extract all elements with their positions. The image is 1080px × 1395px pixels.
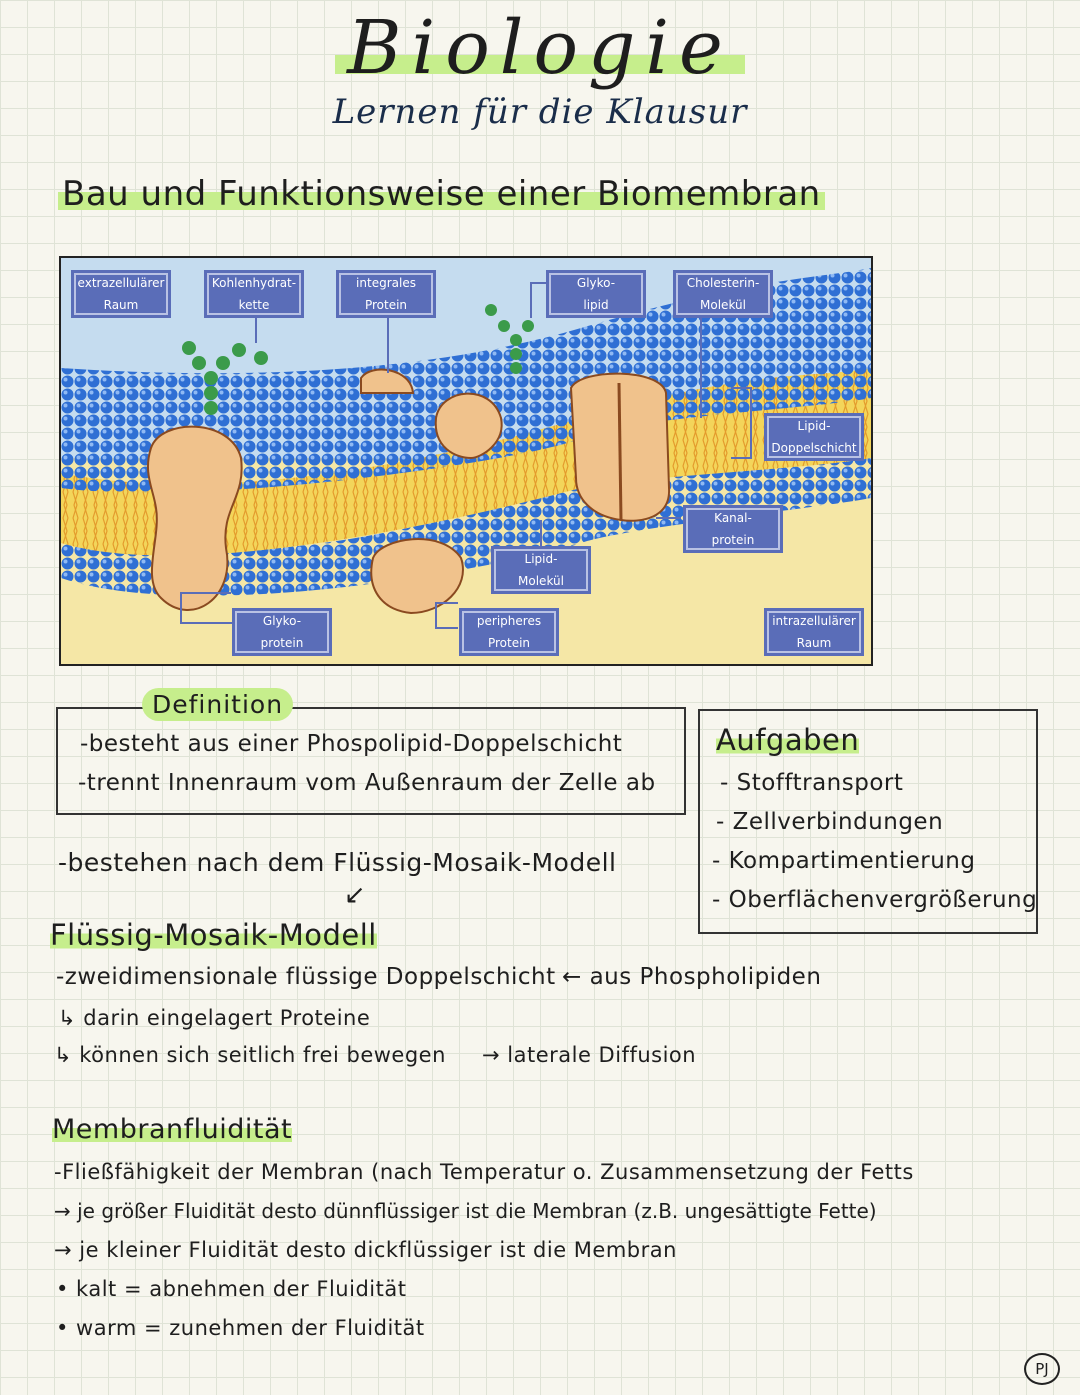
task-item-3: - Kompartimentierung — [712, 848, 976, 874]
model-title: Flüssig-Mosaik-Modell — [50, 918, 377, 952]
peripheral-protein-top — [436, 394, 502, 458]
label-carbohydrate-chain: Kohlenhydrat- kette — [204, 270, 304, 318]
model-intro: -bestehen nach dem Flüssig-Mosaik-Modell — [58, 848, 617, 877]
definition-box — [56, 707, 686, 815]
definition-line-2: -trennt Innenraum vom Außenraum der Zelle ab — [78, 770, 656, 796]
model-arrow: ↙ — [344, 880, 367, 910]
model-line-1: -zweidimensionale flüssige Doppelschicht — [56, 964, 556, 990]
label-channel-protein: Kanal- protein — [683, 505, 783, 553]
definition-line-1: -besteht aus einer Phospolipid-Doppelschicht — [80, 731, 623, 757]
task-item-1: - Stofftransport — [720, 770, 904, 796]
label-lipid-bilayer: Lipid- Doppelschicht — [764, 413, 864, 461]
fluidity-title: Membranfluidität — [52, 1114, 293, 1145]
definition-label: Definition — [142, 688, 293, 721]
model-line-3: ↳ können sich seitlich frei bewegen — [54, 1043, 446, 1067]
label-peripheral-protein: peripheres Protein — [459, 608, 559, 656]
biomembrane-diagram — [59, 256, 873, 666]
fluidity-line-5: • warm = zunehmen der Fluidität — [56, 1316, 425, 1340]
label-glycolipid: Glyko- lipid — [546, 270, 646, 318]
fluidity-line-3: → je kleiner Fluidität desto dickflüssiger ist die Membran — [54, 1238, 677, 1262]
page-subtitle: Lernen für die Klausur — [332, 92, 748, 132]
model-line-2: ↳ darin eingelagert Proteine — [58, 1006, 371, 1030]
label-integral-protein: integrales Protein — [336, 270, 436, 318]
label-extracellular-space: extrazellulärer Raum — [71, 270, 171, 318]
fluidity-line-4: • kalt = abnehmen der Fluidität — [56, 1277, 407, 1301]
membrane-illustration — [61, 258, 871, 664]
task-item-2: - Zellverbindungen — [716, 809, 944, 835]
fluidity-line-2: → je größer Fluidität desto dünnflüssiger ist die Membran (z.B. ungesättigte Fette) — [54, 1199, 877, 1223]
section-title: Bau und Funktionsweise einer Biomembran — [58, 174, 825, 214]
tasks-title: Aufgaben — [716, 723, 860, 757]
page-title: Biologie — [0, 0, 1080, 96]
label-cholesterol: Cholesterin- Molekül — [673, 270, 773, 318]
label-lipid-molecule: Lipid- Molekül — [491, 546, 591, 594]
model-line-1-note: ← aus Phospholipiden — [562, 964, 822, 990]
fluidity-line-1: -Fließfähigkeit der Membran (nach Temperatur o. Zusammensetzung der Fetts — [54, 1160, 914, 1184]
model-line-3-note: → laterale Diffusion — [482, 1043, 697, 1067]
task-item-4: - Oberflächenvergrößerung — [712, 887, 1038, 913]
label-glycoprotein: Glyko- protein — [232, 608, 332, 656]
label-intracellular-space: intrazellulärer Raum — [764, 608, 864, 656]
page-marker: PJ — [1024, 1353, 1060, 1385]
